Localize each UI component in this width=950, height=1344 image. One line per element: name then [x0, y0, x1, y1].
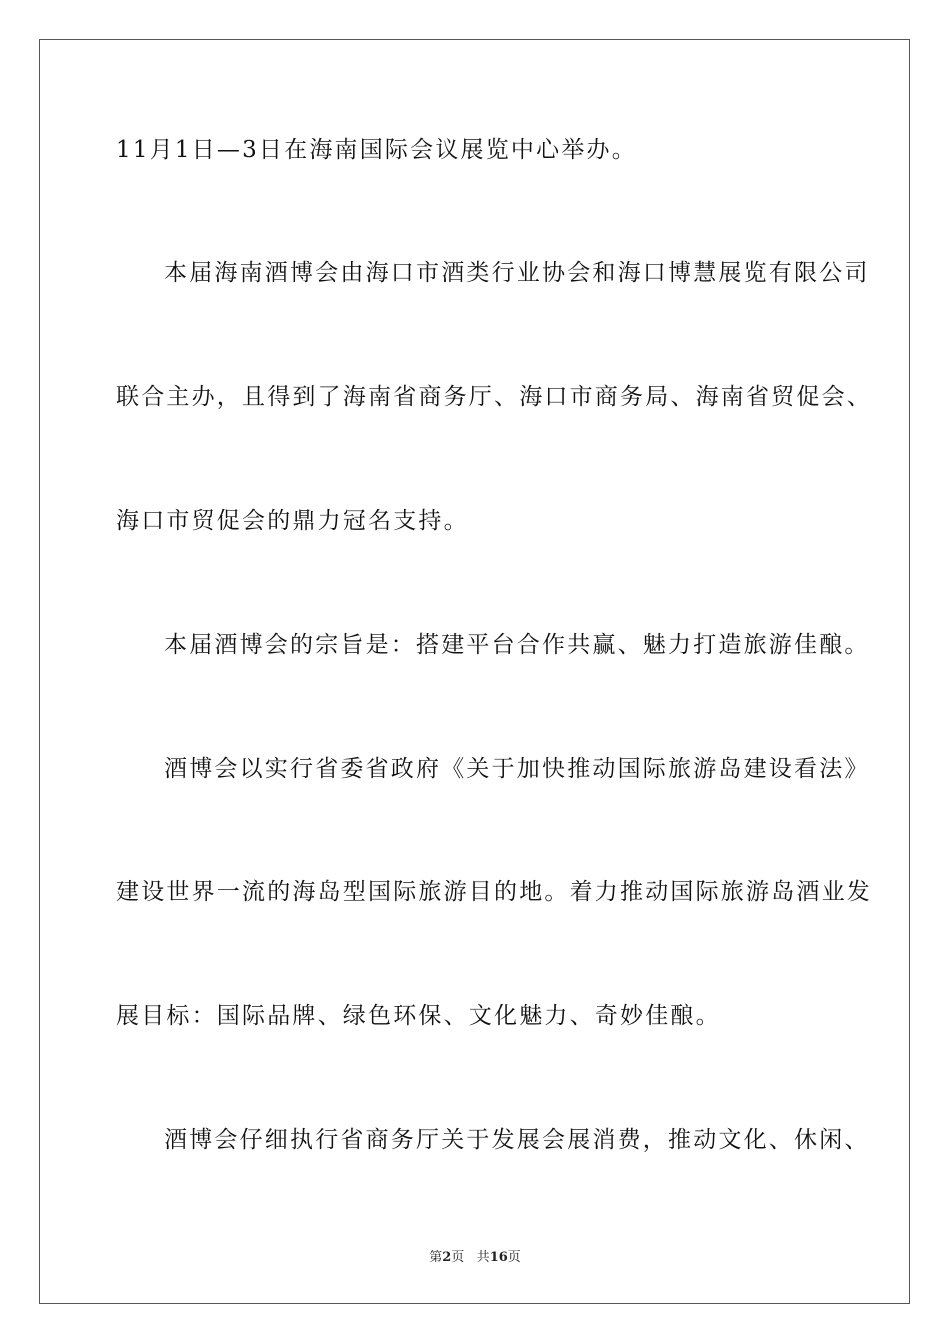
- text-line-1: 11月1日—3日在海南国际会议展览中心举办。: [116, 137, 637, 163]
- paragraph-4-line-1: 酒博会以实行省委省政府《关于加快推动国际旅游岛建设看法》: [164, 756, 870, 782]
- footer-page-suffix: 页: [451, 1250, 465, 1265]
- paragraph-4-line-3: 展目标：国际品牌、绿色环保、文化魅力、奇妙佳酿。: [116, 1003, 721, 1029]
- paragraph-2-line-2: 联合主办，且得到了海南省商务厅、海口市商务局、海南省贸促会、: [116, 384, 872, 410]
- page-border: [39, 39, 910, 1304]
- paragraph-2-line-3: 海口市贸促会的鼎力冠名支持。: [116, 508, 469, 534]
- footer-total-suffix: 页: [507, 1250, 521, 1265]
- page-footer: [0, 1246, 950, 1265]
- paragraph-3-line-1: 本届酒博会的宗旨是：搭建平台合作共赢、魅力打造旅游佳酿。: [164, 632, 870, 658]
- paragraph-2-line-1: 本届海南酒博会由海口市酒类行业协会和海口博慧展览有限公司: [164, 260, 870, 286]
- footer-total-pages: 16: [489, 1250, 508, 1265]
- paragraph-5-line-1: 酒博会仔细执行省商务厅关于发展会展消费，推动文化、休闲、: [164, 1127, 870, 1153]
- footer-total-prefix: 共: [476, 1250, 490, 1265]
- footer-page-number: 2: [442, 1250, 452, 1265]
- paragraph-4-line-2: 建设世界一流的海岛型国际旅游目的地。着力推动国际旅游岛酒业发: [116, 879, 872, 905]
- footer-page-prefix: 第: [429, 1250, 443, 1265]
